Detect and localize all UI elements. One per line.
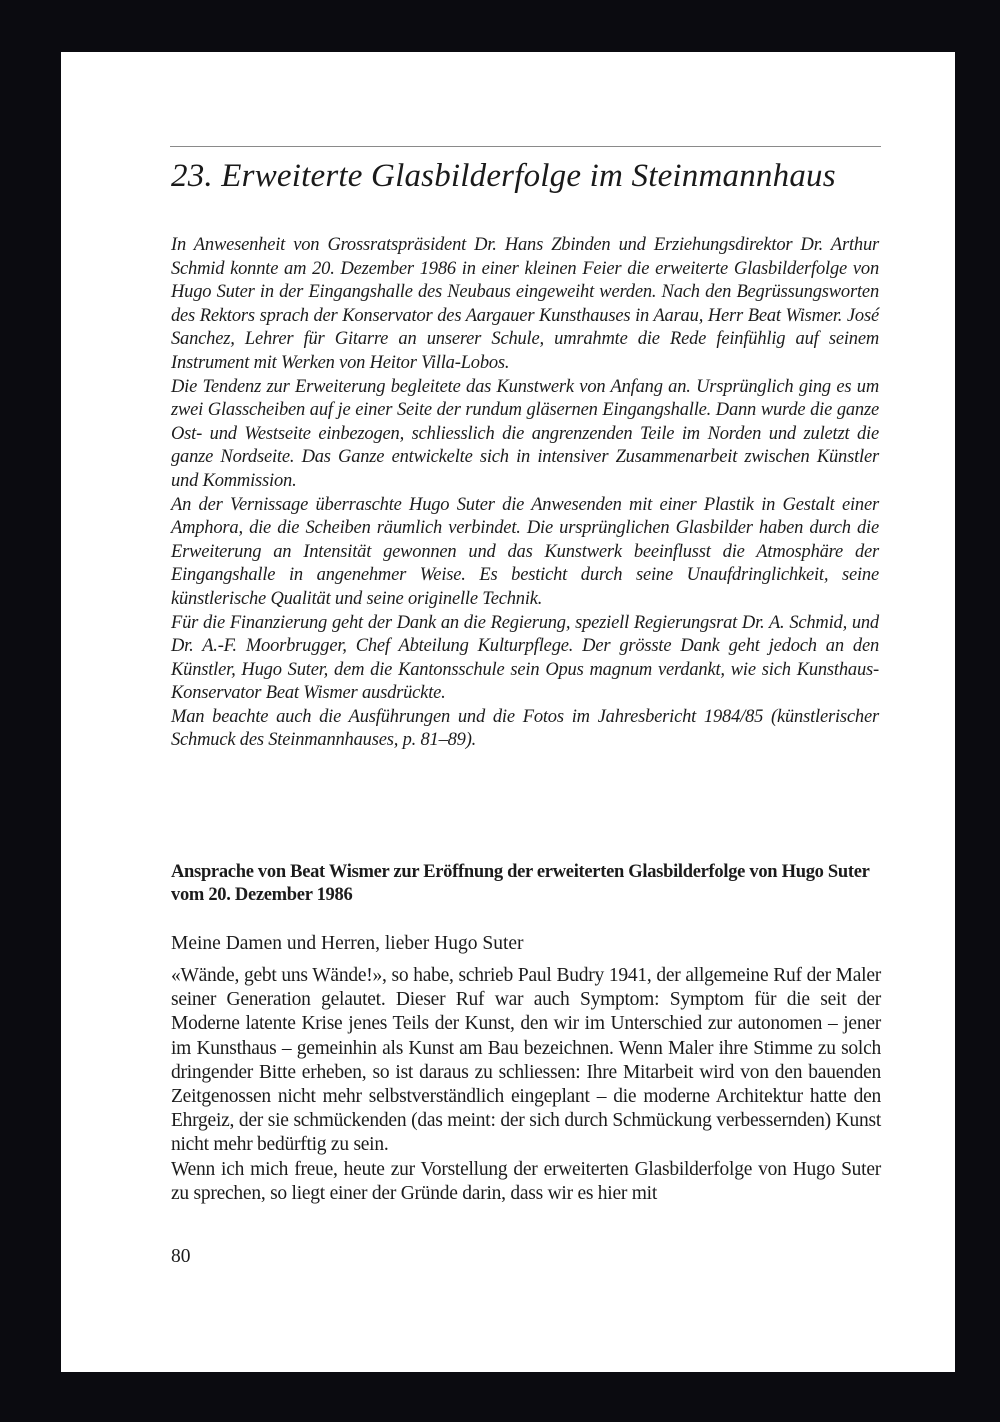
intro-paragraph: An der Vernissage überraschte Hugo Suter die Anwesenden mit einer Plastik in Gestalt einer Amphora, die die Scheiben räumlich verbindet. Die ursprünglichen Glasbilder haben durch die Erweiterung an Intensität gewonnen und das Kunstwerk beeinflusst die Atmosphäre der Eingangshalle in angenehmer Weise. Es besticht durch seine Unaufdringlichkeit, seine künstlerische Qualität und seine originelle Technik.: [171, 494, 879, 609]
speech-salutation: Meine Damen und Herren, lieber Hugo Suter: [171, 933, 524, 954]
intro-paragraph: Man beachte auch die Ausführungen und die Fotos im Jahresbericht 1984/85 (künstlerischer Schmuck des Steinmannhauses, p. 81–89).: [171, 706, 879, 751]
header-rule: [170, 146, 881, 147]
speech-text: [171, 964, 881, 1206]
chapter-title: 23. Erweiterte Glasbilderfolge im Steinmannhaus: [171, 158, 836, 194]
speech-paragraph: Wenn ich mich freue, heute zur Vorstellung der erweiterten Glasbilderfolge von Hugo Suter zu sprechen, so liegt einer der Gründe darin, dass wir es hier mit: [171, 1158, 881, 1204]
intro-paragraph: In Anwesenheit von Grossratspräsident Dr. Hans Zbinden und Erziehungsdirektor Dr. Arthur Schmid konnte am 20. Dezember 1986 in einer kleinen Feier die erweiterte Glasbilderfolge von Hugo Suter in der Eingangshalle des Neubaus eingeweiht werden. Nach den Begrüssungsworten des Rektors sprach der Konservator des Aargauer Kunsthauses in Aarau, Herr Beat Wismer. José Sanchez, Lehrer für Gitarre an unserer Schule, umrahmte die Rede feinfühlig auf seinem Instrument mit Werken von Heitor Villa-Lobos.: [171, 235, 879, 373]
speech-paragraph: «Wände, gebt uns Wände!», so habe, schrieb Paul Budry 1941, der allgemeine Ruf der Maler seiner Generation gelautet. Dieser Ruf war auch Symptom: Symptom für die seit der Moderne latente Krise jenes Teils der Kunst, den wir im Unterschied zur autonomen – jener im Kunsthaus – gemeinhin als Kunst am Bau bezeichnen. Wenn Maler ihre Stimme zu solch dringender Bitte erheben, so ist daraus zu schliessen: Ihre Mitarbeit wird von den bauenden Zeitgenossen nicht mehr selbstverständlich eingeplant – die moderne Architektur hatte den Ehrgeiz, der sie schmückenden (das meint: der sich durch Schmückung verbessernden) Kunst nicht mehr bedürftig zu sein.: [171, 965, 881, 1156]
intro-paragraph: Die Tendenz zur Erweiterung begleitete das Kunstwerk von Anfang an. Ursprünglich ging es um zwei Glasscheiben auf je einer Seite der rundum gläsernen Eingangshalle. Dann wurde die ganze Ost- und Westseite einbezogen, schliesslich die angrenzenden Teile im Norden und zuletzt die ganze Nordseite. Das Ganze entwickelte sich in intensiver Zusammenarbeit zwischen Künstler und Kommission.: [171, 376, 879, 491]
intro-paragraph: Für die Finanzierung geht der Dank an die Regierung, speziell Regierungsrat Dr. A. Schmid, und Dr. A.-F. Moorbrugger, Chef Abteilung Kulturpflege. Der grösste Dank geht jedoch an den Künstler, Hugo Suter, dem die Kantonsschule sein Opus magnum verdankt, wie sich Kunsthaus-Konservator Beat Wismer ausdrückte.: [171, 612, 879, 704]
speech-heading: Ansprache von Beat Wismer zur Eröffnung der erweiterten Glasbilderfolge von Hugo Suter vom 20. Dezember 1986: [171, 862, 870, 905]
intro-text: [171, 234, 879, 753]
document-page: [61, 52, 955, 1372]
page-number: 80: [171, 1246, 191, 1267]
